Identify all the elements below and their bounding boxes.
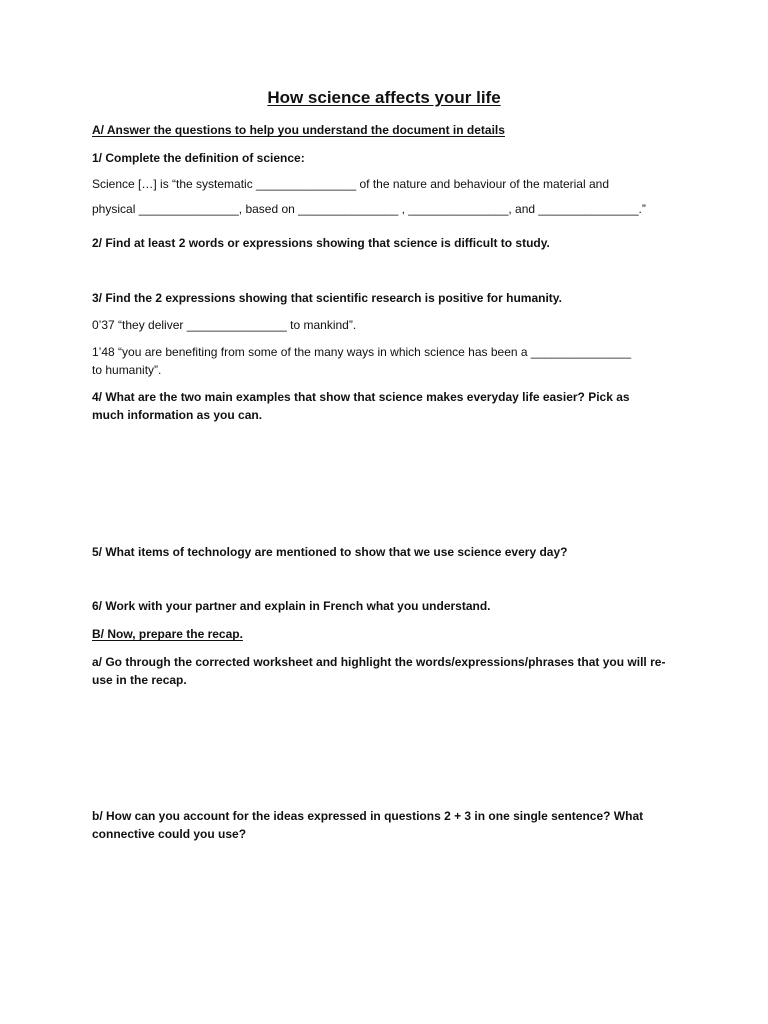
question-2-label: 2/ Find at least 2 words or expressions showing that science is difficult to study.	[92, 236, 550, 250]
recap-b-line-1: b/ How can you account for the ideas expressed in questions 2 + 3 in one single sentence? What	[92, 809, 644, 823]
question-6-label: 6/ Work with your partner and explain in French what you understand.	[92, 599, 491, 613]
question-1-definition-line-2: physical _______________, based on _______________ , _______________, and _______________.”	[92, 202, 646, 216]
question-3-item-2-line-2: to humanity”.	[92, 363, 162, 377]
section-a-heading: A/ Answer the questions to help you understand the document in details	[92, 123, 505, 137]
question-3-label: 3/ Find the 2 expressions showing that scientific research is positive for humanity.	[92, 291, 562, 305]
recap-b-line-2: connective could you use?	[92, 827, 247, 841]
question-1-definition-line-1: Science […] is “the systematic _______________ of the nature and behaviour of the material and	[92, 177, 609, 191]
page-title: How science affects your life	[267, 88, 501, 107]
question-1-label: 1/ Complete the definition of science:	[92, 151, 305, 165]
question-3-item-2-line-1: 1’48 “you are benefiting from some of the many ways in which science has been a _______________	[92, 345, 632, 359]
question-4-label-line-1: 4/ What are the two main examples that show that science makes everyday life easier? Pick as	[92, 390, 630, 404]
recap-a-line-2: use in the recap.	[92, 673, 187, 687]
section-b-heading: B/ Now, prepare the recap.	[92, 627, 243, 641]
question-4-label-line-2: much information as you can.	[92, 408, 263, 422]
question-5-label: 5/ What items of technology are mentioned to show that we use science every day?	[92, 545, 568, 559]
question-3-item-1: 0’37 “they deliver _______________ to mankind”.	[92, 318, 357, 332]
recap-a-line-1: a/ Go through the corrected worksheet and highlight the words/expressions/phrases that you will re-	[92, 655, 666, 669]
